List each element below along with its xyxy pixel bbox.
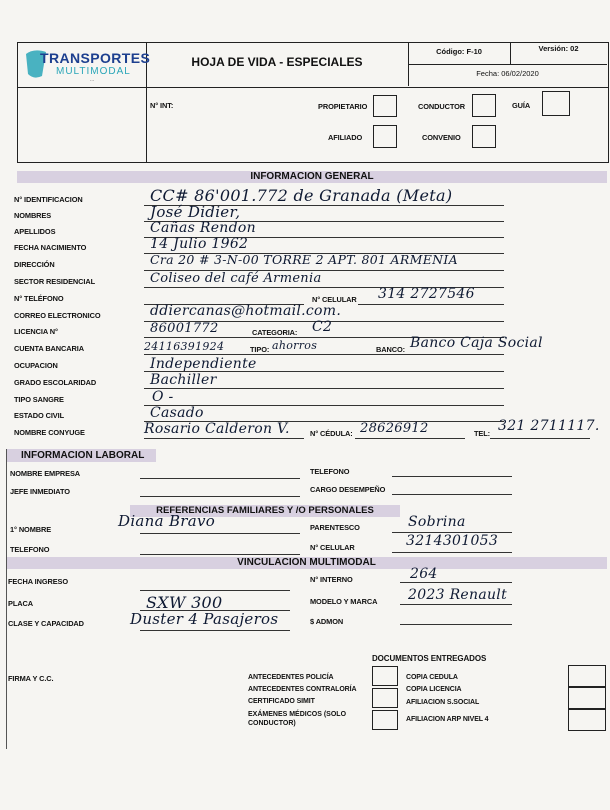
correo-label: CORREO ELECTRONICO [14,311,101,320]
conductor-checkbox[interactable] [472,94,496,117]
ref-celular-value: 3214301053 [406,533,499,549]
fecha-text: Fecha: 06/02/2020 [476,69,539,78]
documentos-title: DOCUMENTOS ENTREGADOS [372,654,487,663]
banco-label: BANCO: [376,345,405,354]
celular-value: 314 2727546 [378,286,475,302]
conyuge-value: Rosario Calderon V. [144,421,290,437]
doc-right-1: COPIA CEDULA [406,674,458,681]
parentesco-value: Sobrina [408,514,466,530]
doc-left-3: CERTIFICADO SIMIT [248,698,315,705]
grado-label: GRADO ESCOLARIDAD [14,378,97,387]
direccion-label: DIRECCIÓN [14,260,55,269]
convenio-label: CONVENIO [422,133,461,142]
id-value: CC# 86'001.772 de Granada (Meta) [150,186,453,205]
ref-nombre-line [140,533,300,534]
sangre-value: O - [152,389,174,405]
telefono-label: N° TELÉFONO [14,294,64,303]
placa-label: PLACA [8,599,33,608]
referencias-title: REFERENCIAS FAMILIARES Y /O PERSONALES [156,505,374,516]
codigo-text: Código: F-10 [436,47,482,56]
cuenta-line [144,354,504,355]
doc-left-checkbox-1[interactable] [372,666,398,686]
ingreso-line [140,590,290,591]
propietario-label: PROPIETARIO [318,102,368,111]
admon-line [400,624,512,625]
licencia-value: 86001772 [150,321,219,336]
sector-value: Coliseo del café Armenia [150,271,322,286]
cargo-label: CARGO DESEMPEÑO [310,485,386,494]
clase-value: Duster 4 Pasajeros [130,610,279,628]
correo-value: ddiercanas@hotmail.com. [150,303,342,319]
tel-line [490,438,590,439]
top-divider [146,86,147,162]
guia-label: GUÍA [512,101,531,110]
logo-main-text: TRANSPORTES [40,50,151,66]
version-text: Versión: 02 [538,44,579,53]
doc-right-2: COPIA LICENCIA [406,686,462,693]
cedula-value: 28626912 [360,421,429,436]
propietario-checkbox[interactable] [373,95,397,117]
page-title: HOJA DE VIDA - ESPECIALES [191,55,363,69]
doc-right-4: AFILIACION ARP NIVEL 4 [406,716,489,723]
company-logo [20,46,151,84]
cedula-label: N° CÉDULA: [310,429,353,438]
nombres-label: NOMBRES [14,211,52,220]
placa-value: SXW 300 [146,593,223,612]
civil-label: ESTADO CIVIL [14,411,64,420]
afiliado-label: AFILIADO [328,133,363,142]
doc-right-checkbox-2[interactable] [568,687,606,709]
celular-label: N° CELULAR [312,295,357,304]
laboral-title: INFORMACION LABORAL [21,450,145,461]
grado-line [144,388,504,389]
interno-label: N° INTERNO [310,575,353,584]
conyuge-line [144,438,304,439]
clase-line [140,630,290,631]
logo-sub-text: MULTIMODAL [56,66,131,77]
banco-value: Banco Caja Social [410,335,543,351]
jefe-line [140,496,300,497]
apellidos-value: Cañas Rendon [150,220,256,236]
ref-telefono-label: TELEFONO [10,545,50,554]
cedula-line [355,438,465,439]
tipo-value: ahorros [272,339,318,352]
id-label: N° IDENTIFICACION [14,195,83,204]
categoria-label: CATEGORIA: [252,328,298,337]
conyuge-label: NOMBRE CONYUGE [14,428,85,437]
laboral-telefono-line [392,476,512,477]
convenio-checkbox[interactable] [472,125,496,148]
doc-left-checkbox-3[interactable] [372,710,398,730]
ingreso-label: FECHA INGRESO [8,577,69,586]
tipo-label: TIPO: [250,345,270,354]
clase-label: CLASE Y CAPACIDAD [8,619,84,628]
vinculacion-title: VINCULACION MULTIMODAL [237,557,376,568]
doc-right-checkbox-3[interactable] [568,709,606,731]
ocupacion-value: Independiente [150,356,257,372]
empresa-label: NOMBRE EMPRESA [10,469,81,478]
direccion-value: Cra 20 # 3-N-00 TORRE 2 APT. 801 ARMENIA [150,252,458,267]
ref-telefono-line [140,554,300,555]
top-section-frame [17,86,609,163]
cuenta-value: 24116391924 [144,340,225,353]
afiliado-checkbox[interactable] [373,125,397,148]
tel-value: 321 2711117. [498,418,600,434]
cargo-line [392,494,512,495]
ref-celular-line [392,552,512,553]
doc-left-2: ANTECEDENTES CONTRALORÍA [248,686,357,693]
doc-left-1: ANTECEDENTES POLICÍA [248,674,334,681]
header-divider-4 [408,64,607,65]
nombres-value: José Didier, [150,203,241,221]
doc-right-3: AFILIACION S.SOCIAL [406,699,480,706]
empresa-line [140,478,300,479]
general-title: INFORMACION GENERAL [250,171,374,182]
modelo-value: 2023 Renault [408,587,507,603]
guia-checkbox[interactable] [542,91,570,116]
page-left-edge [6,449,7,749]
doc-left-checkbox-2[interactable] [372,688,398,708]
n-int-label: N° INT: [150,101,174,110]
licencia-label: LICENCIA N° [14,327,58,336]
doc-right-checkbox-1[interactable] [568,665,606,687]
categoria-value: C2 [312,319,333,335]
apellidos-label: APELLIDOS [14,227,56,236]
celular-line [358,304,504,305]
ref-nombre-label: 1° NOMBRE [10,525,52,534]
tel-label: TEL: [474,429,491,438]
interno-value: 264 [410,566,438,582]
interno-line [400,582,512,583]
grado-value: Bachiller [150,372,217,388]
nacimiento-label: FECHA NACIMIENTO [14,243,87,252]
jefe-label: JEFE INMEDIATO [10,487,70,496]
sector-label: SECTOR RESIDENCIAL [14,277,96,286]
nacimiento-value: 14 Julio 1962 [150,236,249,252]
logo-small-text: ... [90,77,95,83]
ref-celular-label: N° CELULAR [310,543,355,552]
ref-nombre-value: Diana Bravo [118,512,216,530]
doc-left-4: EXÁMENES MÉDICOS (SOLO CONDUCTOR) [248,711,347,727]
firma-label: FIRMA Y C.C. [8,674,54,683]
conductor-label: CONDUCTOR [418,102,466,111]
admon-label: $ ADMON [310,617,344,626]
civil-value: Casado [150,405,204,421]
parentesco-label: PARENTESCO [310,523,360,532]
modelo-label: MODELO Y MARCA [310,597,378,606]
cuenta-label: CUENTA BANCARIA [14,344,84,353]
sangre-label: TIPO SANGRE [14,395,64,404]
modelo-line [400,604,512,605]
laboral-telefono-label: TELEFONO [310,467,350,476]
ocupacion-label: OCUPACION [14,361,58,370]
